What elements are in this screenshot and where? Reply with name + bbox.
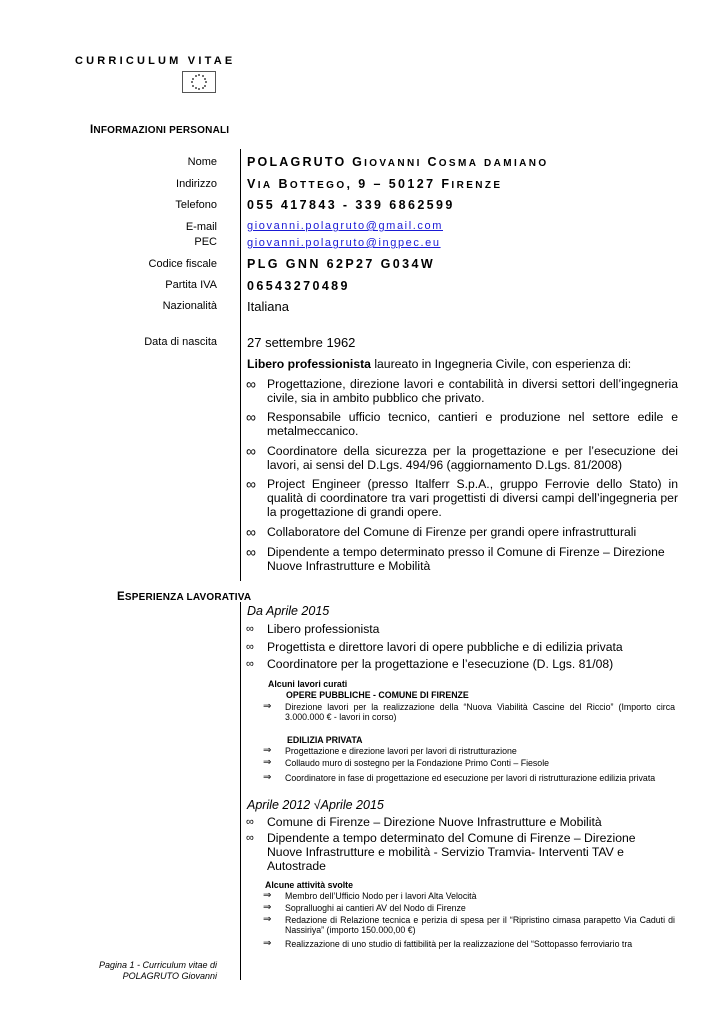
flag-star: [191, 81, 193, 83]
period-1: Da Aprile 2015: [247, 604, 330, 618]
period1-item: ∞ Coordinatore per la progettazione e l’esecuzione (D. Lgs. 81/08): [246, 657, 614, 671]
profile-item: ∞ Collaboratore del Comune di Firenze per grandi opere infrastrutturali: [246, 524, 637, 540]
profile-item: ∞ Coordinatore della sicurezza per la progettazione e per l’esecuzione dei lavori, ai sensi del D.Lgs. 494/96 (aggiornamento D.Lgs. 81/2008): [246, 443, 678, 472]
flag-star: [204, 85, 206, 87]
label-nazionalita: Nazionalità: [162, 300, 217, 312]
profile-item: ∞ Responsabile ufficio tecnico, cantieri e produzione nel settore edile e metalmeccanico.: [246, 409, 678, 438]
value-indirizzo: VIA BOTTEGO, 9 – 50127 FIRENZE: [247, 177, 503, 191]
value-pec-link[interactable]: giovanni.polagruto@ingpec.eu: [247, 237, 441, 249]
infinity-bullet-icon: ∞: [246, 524, 256, 540]
value-telefono: 055 417843 - 339 6862599: [247, 198, 455, 212]
column-divider: [240, 602, 241, 980]
arrow-bullet-icon: ⇒: [263, 757, 272, 768]
label-email: E-mail: [185, 221, 217, 233]
footer-line: POLAGRUTO Giovanni: [122, 971, 217, 981]
infinity-bullet-icon: ∞: [246, 409, 256, 425]
infinity-bullet-icon: ∞: [246, 443, 256, 459]
value-email-link[interactable]: giovanni.polagruto@gmail.com: [247, 220, 443, 232]
private-works-title: EDILIZIA PRIVATA: [287, 735, 363, 745]
activity-item: ⇒ Membro dell’Ufficio Nodo per i lavori Alta Velocità: [263, 890, 477, 901]
arrow-bullet-icon: ⇒: [263, 939, 272, 949]
label-pec: PEC: [194, 236, 217, 248]
footer-line: Pagina 1 - Curriculum vitae di: [98, 960, 217, 970]
flag-star: [205, 81, 207, 83]
eu-flag-icon: [182, 71, 216, 93]
public-work-item: ⇒ Direzione lavori per la realizzazione della “Nuova Viabilità Cascine del Riccio” (Importo circa 3.000.000 € - lavori in corso): [263, 701, 675, 723]
section-title-experience: ESPERIENZA LAVORATIVA: [117, 591, 252, 603]
profile-item: ∞ Dipendente a tempo determinato presso il Comune di Firenze – Direzione Nuove Infrastrutture e Mobilità: [246, 544, 665, 573]
infinity-bullet-icon: ∞: [246, 544, 256, 560]
arrow-bullet-icon: ⇒: [263, 890, 272, 901]
arrow-bullet-icon: ⇒: [263, 701, 272, 712]
works-title: Alcuni lavori curati: [268, 679, 348, 689]
public-works-title: OPERE PUBBLICHE - COMUNE DI FIRENZE: [286, 690, 469, 700]
value-nazionalita: Italiana: [247, 299, 289, 314]
flag-star: [198, 88, 200, 90]
period1-item: ∞ Progettista e direttore lavori di opere pubbliche e di edilizia privata: [246, 640, 623, 654]
label-data-nascita: Data di nascita: [144, 336, 217, 348]
arrow-bullet-icon: ⇒: [263, 902, 272, 913]
label-codice-fiscale: Codice fiscale: [148, 258, 217, 270]
value-data-nascita: 27 settembre 1962: [247, 335, 356, 350]
cv-title: CURRICULUM VITAE: [75, 55, 236, 67]
arrow-bullet-icon: ⇒: [263, 745, 272, 756]
flag-star: [195, 87, 197, 89]
flag-star: [195, 75, 197, 77]
period2-item: ∞ Comune di Firenze – Direzione Nuove Infrastrutture e Mobilità: [246, 815, 602, 829]
infinity-bullet-icon: ∞: [246, 476, 256, 492]
arrow-bullet-icon: ⇒: [263, 772, 272, 783]
infinity-bullet-icon: ∞: [246, 816, 254, 828]
private-work-item: ⇒ Progettazione e direzione lavori per lavori di ristrutturazione: [263, 745, 517, 756]
activity-item: ⇒ Realizzazione di uno studio di fattibilità per la realizzazione del “Sottopasso ferroviario tra: [263, 939, 633, 949]
value-nome: POLAGRUTO GIOVANNI COSMA DAMIANO: [247, 155, 549, 169]
label-indirizzo: Indirizzo: [176, 178, 217, 190]
flag-star: [204, 78, 206, 80]
label-telefono: Telefono: [175, 199, 217, 211]
period2-item: ∞ Dipendente a tempo determinato del Comune di Firenze – Direzione Nuove Infrastrutture e mobilità - Servizio Tramvia- Interventi TAV e Autostrade: [246, 831, 636, 873]
activities-title: Alcune attività svolte: [265, 880, 353, 890]
flag-star: [198, 74, 200, 76]
flag-star: [202, 75, 204, 77]
private-work-item: ⇒ Coordinatore in fase di progettazione ed esecuzione per lavori di ristrutturazione edilizia privata: [263, 772, 656, 783]
arrow-bullet-icon: ⇒: [263, 914, 272, 925]
value-partita-iva: 06543270489: [247, 279, 350, 293]
private-work-item: ⇒ Collaudo muro di sostegno per la Fondazione Primo Conti – Fiesole: [263, 757, 550, 768]
profile-item: ∞ Project Engineer (presso Italferr S.p.A., gruppo Ferrovie dello Stato) in qualità di coordinatore tra vari progettisti di diversi campi dell’ingegneria per la progettazione di grandi opere.: [246, 476, 678, 519]
profile-intro: Libero professionista laureato in Ingegneria Civile, con esperienza di:: [247, 357, 632, 371]
infinity-bullet-icon: ∞: [246, 641, 254, 653]
section-title-personal: INFORMAZIONI PERSONALI: [90, 124, 230, 136]
label-partita-iva: Partita IVA: [165, 279, 217, 291]
activity-item: ⇒ Sopralluoghi ai cantieri AV del Nodo di Firenze: [263, 902, 466, 913]
infinity-bullet-icon: ∞: [246, 658, 254, 670]
infinity-bullet-icon: ∞: [246, 623, 254, 635]
label-nome: Nome: [187, 156, 217, 168]
period-2: Aprile 2012 √Aprile 2015: [247, 798, 384, 812]
infinity-bullet-icon: ∞: [246, 376, 256, 392]
profile-item: ∞ Progettazione, direzione lavori e contabilità in diversi settori dell’ingegneria civile, sia in ambito pubblico che privato.: [246, 376, 678, 405]
flag-star: [202, 87, 204, 89]
column-divider: [240, 149, 241, 581]
flag-star: [192, 85, 194, 87]
flag-star: [192, 78, 194, 80]
infinity-bullet-icon: ∞: [246, 832, 254, 844]
period1-item: ∞ Libero professionista: [246, 622, 380, 636]
value-codice-fiscale: PLG GNN 62P27 G034W: [247, 257, 436, 271]
activity-item: ⇒ Redazione di Relazione tecnica e perizia di spesa per il “Ripristino cimasa parapetto Via Caduti di Nassiriya” (importo 150.000,00 €): [263, 914, 675, 936]
page-footer: [99, 960, 217, 982]
